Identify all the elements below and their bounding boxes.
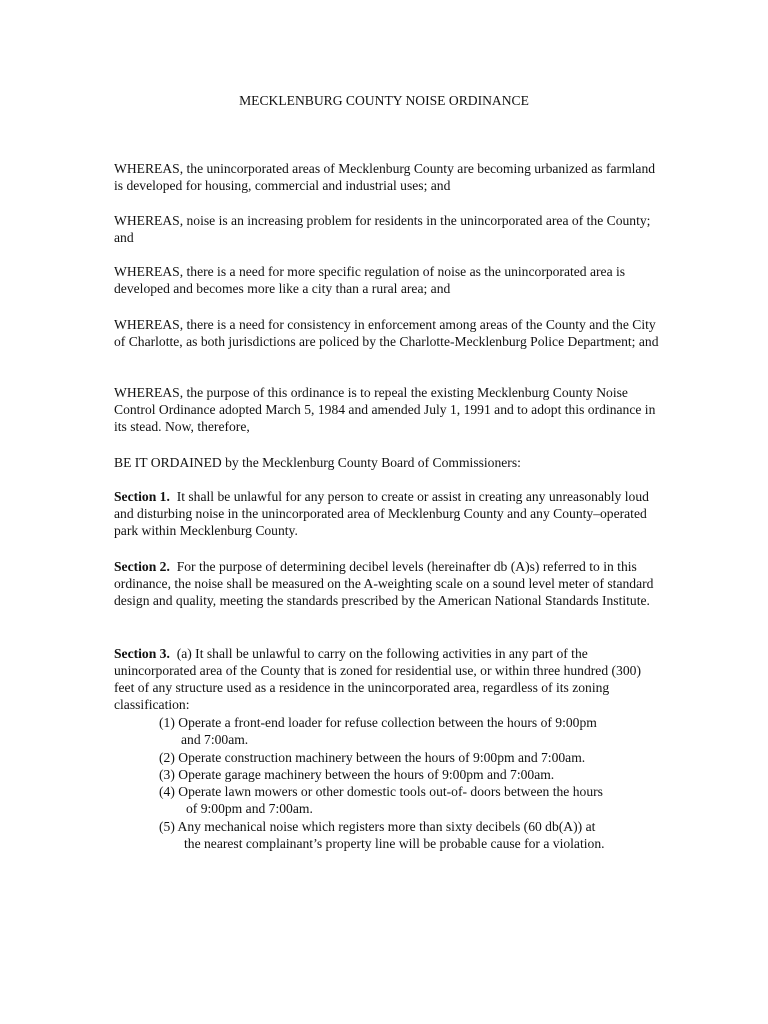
list-item-first-line: (2) Operate construction machinery between the hours of 9:00pm and 7:00am. — [159, 750, 586, 765]
document-title: MECKLENBURG COUNTY NOISE ORDINANCE — [239, 93, 529, 108]
whereas-paragraph-2: WHEREAS, noise is an increasing problem for residents in the unincorporated area of the County; and — [114, 213, 651, 245]
section-2-label: Section 2. — [114, 559, 170, 574]
list-item-first-line: (1) Operate a front-end loader for refuse collection between the hours of 9:00pm — [159, 715, 597, 730]
section-1 — [114, 488, 659, 539]
list-item — [159, 714, 659, 748]
section-3-text: (a) It shall be unlawful to carry on the following activities in any part of the unincorporated area of the County that is zoned for residential use, or within three hundred (300) feet of any structure used as a residence in the unincorporated area, regardless of its zoning classification: — [114, 646, 641, 712]
whereas-paragraph-5: WHEREAS, the purpose of this ordinance is to repeal the existing Mecklenburg County Noise Control Ordinance adopted March 5, 1984 and amended July 1, 1991 and to adopt this ordinance in its stead. Now, therefore, — [114, 385, 656, 434]
list-item-first-line: (5) Any mechanical noise which registers more than sixty decibels (60 db(A)) at — [159, 819, 596, 834]
list-item-continuation: the nearest complainant’s property line will be probable cause for a violation. — [184, 836, 605, 851]
list-item-continuation: of 9:00pm and 7:00am. — [186, 801, 313, 816]
section-2 — [114, 558, 659, 609]
list-item-first-line: (3) Operate garage machinery between the hours of 9:00pm and 7:00am. — [159, 767, 555, 782]
list-item-continuation: and 7:00am. — [181, 732, 249, 747]
list-item — [159, 783, 659, 817]
list-item — [159, 766, 659, 783]
whereas-paragraph-3: WHEREAS, there is a need for more specific regulation of noise as the unincorporated area is developed and becomes more like a city than a rural area; and — [114, 264, 626, 296]
whereas-paragraph-1: WHEREAS, the unincorporated areas of Mecklenburg County are becoming urbanized as farmland is developed for housing, commercial and industrial uses; and — [114, 161, 656, 193]
list-item — [159, 749, 659, 766]
list-item-first-line: (4) Operate lawn mowers or other domestic tools out-of- doors between the hours — [159, 784, 603, 799]
whereas-paragraph-4: WHEREAS, there is a need for consistency in enforcement among areas of the County and the City of Charlotte, as both jurisdictions are policed by the Charlotte-Mecklenburg Police Department; and — [114, 317, 659, 349]
section-1-label: Section 1. — [114, 489, 170, 504]
section-1-text: It shall be unlawful for any person to create or assist in creating any unreasonably loud and disturbing noise in the unincorporated area of Mecklenburg County and any County–operated park within Mecklenburg County. — [114, 489, 649, 538]
ordained-statement: BE IT ORDAINED by the Mecklenburg County Board of Commissioners: — [114, 455, 521, 470]
section-2-text: For the purpose of determining decibel levels (hereinafter db (A)s) referred to in this ordinance, the noise shall be measured on the A-weighting scale on a sound level meter of standard design and quality, meeting the standards prescribed by the American National Standards Institute. — [114, 559, 654, 608]
list-item — [159, 818, 659, 852]
section-3 — [114, 645, 659, 713]
section-3-label: Section 3. — [114, 646, 170, 661]
